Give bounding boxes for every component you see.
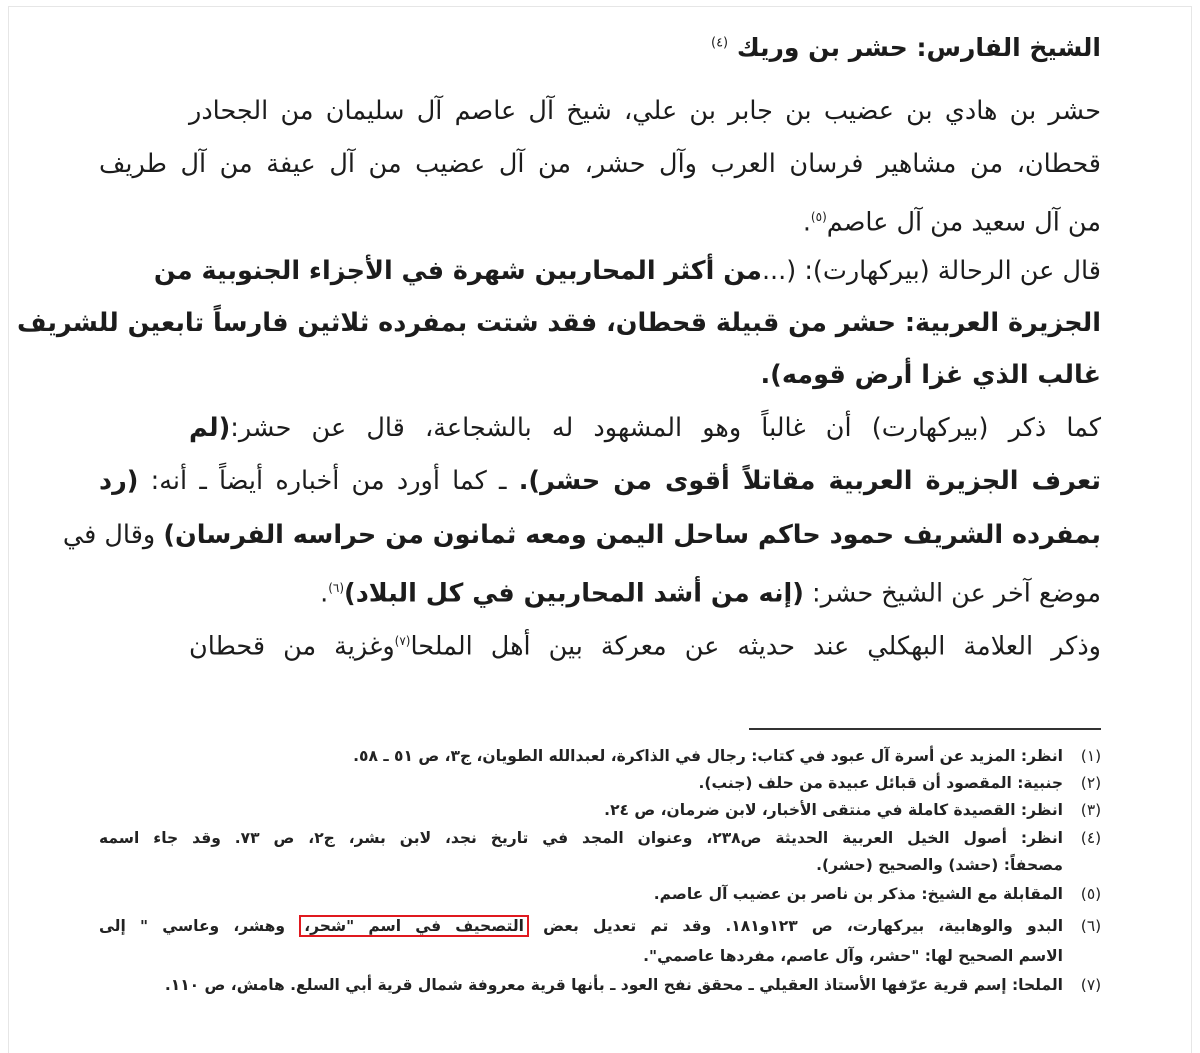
highlight-box: التصحيف في اسم "شحر، <box>299 915 529 937</box>
paragraph-text: قحطان، من مشاهير فرسان العرب وآل حشر، من آل عضيب من آل عيفة من آل طريف <box>99 149 1101 179</box>
footnote-number: (٤) <box>1080 829 1102 847</box>
footnote-text <box>99 915 1063 937</box>
paragraph-text: موضع آخر عن الشيخ حشر: <box>812 578 1101 609</box>
footnote-text: الملحا: إسم قرية عرّفها الأستاذ العقيلي ـ محقق نفح العود ـ بأنها قرية معروفة شمال قرية أبي السلع. هامش، ص ١١٠. <box>164 976 1063 994</box>
paragraph-1-line-1 <box>189 93 1101 129</box>
footnote-text-part: وهشر، وعاسي " إلى <box>99 917 286 935</box>
paragraph-text: كما ذكر (بيركهارت) أن غالباً وهو المشهود له بالشجاعة، قال عن حشر: <box>230 413 1101 443</box>
paragraph-text: ـ كما أورد من أخباره أيضاً ـ أنه: <box>150 466 507 496</box>
footnote-ref: (٧) <box>394 634 411 648</box>
quoted-text: تعرف الجزيرة العربية مقاتلاً أقوى من حشر). <box>518 466 1101 496</box>
book-page <box>8 6 1192 1053</box>
paragraph-text: وغزية من قحطان <box>189 631 395 662</box>
paragraph-text: قال عن الرحالة (بيركهارت): (... <box>761 256 1101 286</box>
quoted-text: (لم <box>189 413 231 443</box>
footnote-text: مصحفاً: (حشد) والصحيح (حشر). <box>816 856 1063 874</box>
paragraph-text: من آل سعيد من آل عاصم <box>826 207 1101 238</box>
footnote-number: (٦) <box>1080 917 1102 935</box>
quoted-text: غالب الذي غزا أرض قومه). <box>760 360 1101 390</box>
paragraph-1-line-3 <box>99 199 1101 241</box>
footnote-text: جنبية: المقصود أن قبائل عبيدة من حلف (جنب). <box>698 774 1063 792</box>
heading-footnote-ref: (٤) <box>710 35 729 51</box>
footnote-ref: (٥) <box>810 210 827 224</box>
paragraph-3-line-2 <box>99 463 1101 499</box>
footnote-text: انظر: أصول الخيل العربية الحديثة ص٢٣٨، وعنوان المجد في تاريخ نجد، لابن بشر، ج٢، ص ٧٣. وقد جاء اسمه <box>99 829 1063 847</box>
paragraph-3-line-1 <box>189 410 1101 446</box>
paragraph-2-line-2 <box>16 305 1101 341</box>
quoted-text: (رد <box>99 466 139 496</box>
heading-text: الشيخ الفارس: حشر بن وريك <box>736 33 1101 62</box>
paragraph-text: . <box>802 207 811 238</box>
quoted-text: الجزيرة العربية: حشر من قبيلة قحطان، فقد شتت بمفرده ثلاثين فارساً تابعين للشريف <box>16 308 1101 338</box>
paragraph-text: حشر بن هادي بن عضيب بن جابر بن علي، شيخ آل عاصم آل سليمان من الجحادر <box>189 96 1101 126</box>
quoted-text: من أكثر المحاربين شهرة في الأجزاء الجنوبية من <box>153 256 762 286</box>
paragraph-2-line-3 <box>99 357 1101 393</box>
footnote-text: انظر: المزيد عن أسرة آل عبود في كتاب: رجال في الذاكرة، لعبدالله الطويان، ج٣، ص ٥١ ـ ٥٨. <box>353 747 1063 765</box>
quoted-text: (إنه من أشد المحاربين في كل البلاد) <box>344 578 804 609</box>
footnote-number: (١) <box>1080 747 1102 765</box>
paragraph-1-line-2 <box>99 146 1101 182</box>
footnote-number: (٧) <box>1080 976 1102 994</box>
footnote-text-part: البدو والوهابية، بيركهارت، ص ١٢٣و١٨١. وقد تم تعديل بعض <box>543 917 1064 935</box>
quoted-text: بمفرده الشريف حمود حاكم ساحل اليمن ومعه ثمانون من حراسه الفرسان) <box>163 520 1101 550</box>
footnote-number: (٢) <box>1080 774 1102 792</box>
footnote-ref: (٦) <box>328 581 345 595</box>
footnote-text: المقابلة مع الشيخ: مذكر بن ناصر بن عضيب آل عاصم. <box>653 885 1063 903</box>
paragraph-text: وذكر العلامة البهكلي عند حديثه عن معركة بين أهل الملحا <box>410 631 1101 662</box>
footnote-text: الاسم الصحيح لها: "حشر، وآل عاصم، مفردها عاصمي". <box>643 947 1063 965</box>
footnote-number: (٥) <box>1080 885 1102 903</box>
section-heading <box>711 33 1101 62</box>
paragraph-3-line-3 <box>62 517 1101 553</box>
paragraph-text: . <box>320 578 329 609</box>
footnote-number: (٣) <box>1080 801 1102 819</box>
footnote-text: انظر: القصيدة كاملة في منتقى الأخبار، لابن ضرمان، ص ٢٤. <box>604 801 1063 819</box>
paragraph-2-line-1 <box>153 253 1101 289</box>
paragraph-3-line-4 <box>99 570 1101 612</box>
footnote-separator <box>749 728 1101 730</box>
paragraph-text: وقال في <box>62 520 156 550</box>
paragraph-4-line-1 <box>189 623 1101 665</box>
